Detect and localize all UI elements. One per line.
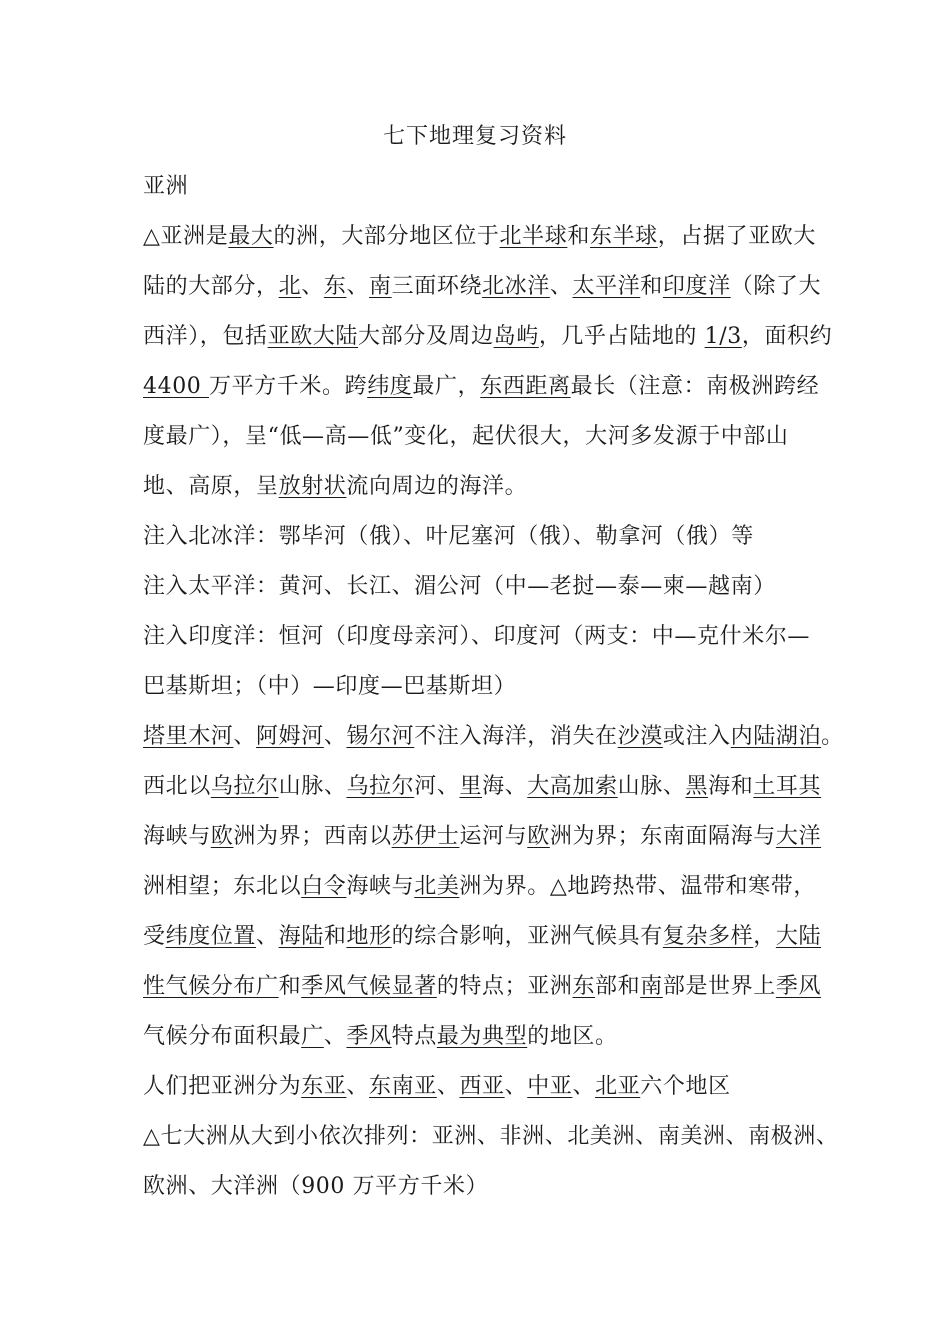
text-segment: 、 — [572, 1074, 596, 1099]
underlined-term: 复杂多样 — [662, 924, 754, 949]
text-line — [143, 422, 823, 452]
text-segment: 度最广），呈“低—高—低”变化，起伏很大，大河多发源于中部山 — [143, 424, 789, 449]
underlined-term: 东西距离 — [480, 374, 571, 399]
text-segment: 、 — [549, 274, 573, 299]
text-line — [143, 672, 823, 702]
text-segment: 山脉、 — [617, 774, 686, 799]
text-segment: ，占据了亚欧大 — [657, 224, 816, 249]
underlined-term: 大洋 — [775, 824, 822, 849]
underlined-term: 东半球 — [589, 224, 658, 249]
underlined-term: 4400 — [143, 374, 209, 399]
text-segment: 山脉、 — [278, 774, 347, 799]
text-segment: 西北以 — [143, 774, 211, 799]
underlined-term: 南 — [369, 274, 392, 299]
text-segment: 六个地区 — [640, 1074, 731, 1099]
text-segment: 的综合影响，亚洲气候具有 — [391, 924, 663, 949]
text-segment: 海和 — [708, 774, 754, 799]
text-line — [143, 722, 844, 752]
text-segment: 、 — [301, 274, 324, 299]
text-line — [143, 572, 823, 602]
underlined-term: 西亚 — [459, 1074, 505, 1099]
text-segment: 的地区。 — [527, 1024, 618, 1049]
text-segment: ， — [753, 924, 776, 949]
text-segment: 和 — [567, 224, 590, 249]
underlined-term: 塔里木河 — [143, 724, 234, 749]
underlined-term: 东南亚 — [369, 1074, 437, 1099]
text-segment: 地、高原，呈 — [143, 474, 279, 499]
text-segment: 人们把亚洲分为 — [143, 1074, 302, 1099]
text-line — [143, 272, 823, 302]
underlined-term: 苏伊士 — [391, 824, 460, 849]
underlined-term: 广 — [301, 1024, 324, 1049]
text-segment: 或注入 — [662, 724, 731, 749]
underlined-term: 里 — [459, 774, 483, 799]
text-segment: 海峡与 — [346, 874, 415, 899]
underlined-term: 白令 — [301, 874, 347, 899]
underlined-term: 印度洋 — [662, 274, 731, 299]
underlined-term: 最为典型 — [436, 1024, 528, 1049]
text-segment: 巴基斯坦；（中）—印度—巴基斯坦） — [143, 674, 517, 699]
underlined-term: 东 — [323, 274, 347, 299]
text-segment: 陆的大部分， — [143, 274, 279, 299]
underlined-term: 北美 — [414, 874, 460, 899]
text-segment: 大部分及周边 — [358, 324, 494, 349]
text-segment: △亚洲是 — [143, 224, 229, 249]
underlined-term: 沙漠 — [617, 724, 663, 749]
text-segment: 、 — [346, 1074, 370, 1099]
text-segment: 海峡与 — [143, 824, 211, 849]
text-segment: 和 — [640, 274, 663, 299]
underlined-term: 中亚 — [527, 1074, 573, 1099]
text-line — [143, 172, 823, 202]
text-line — [143, 1072, 823, 1102]
text-segment: 流向周边的海洋。 — [346, 474, 528, 499]
text-segment: 、 — [346, 274, 370, 299]
underlined-term: 亚欧大陆 — [267, 324, 359, 349]
text-segment: 特点 — [391, 1024, 437, 1049]
text-line — [143, 772, 823, 802]
text-segment: 。 — [821, 724, 844, 749]
text-segment: 西洋），包括 — [143, 324, 268, 349]
text-segment: 万平方千米。跨 — [208, 374, 368, 399]
text-segment: 和 — [278, 974, 302, 999]
text-segment: 气候分布面积最 — [143, 1024, 302, 1049]
underlined-term: 最大 — [228, 224, 274, 249]
underlined-term: 大高加索 — [527, 774, 618, 799]
text-segment: （除了大 — [730, 274, 822, 299]
text-segment: 亚洲 — [143, 174, 189, 199]
underlined-term: 大陆 — [775, 924, 822, 949]
underlined-term: 欧 — [210, 824, 234, 849]
underlined-term: 土耳其 — [753, 774, 822, 799]
text-segment: 洲为界；西南以 — [233, 824, 392, 849]
text-segment: ，面积约 — [741, 324, 833, 349]
underlined-term: 北半球 — [499, 224, 568, 249]
text-segment: 最长（注意：南极洲跨经 — [570, 374, 820, 399]
text-line — [143, 872, 823, 902]
underlined-term: 季风 — [775, 974, 822, 999]
text-segment: 部和 — [595, 974, 641, 999]
text-segment: 部是世界上 — [662, 974, 776, 999]
text-segment: 洲为界；东南面隔海与 — [549, 824, 776, 849]
underlined-term: 北冰洋 — [482, 274, 550, 299]
text-segment: 河、 — [414, 774, 460, 799]
text-segment: 注入太平洋：黄河、长江、湄公河（中—老挝—泰—柬—越南） — [143, 574, 776, 599]
underlined-term: 锡尔河 — [346, 724, 415, 749]
text-line — [143, 622, 823, 652]
underlined-term: 季风气候显著 — [301, 974, 437, 999]
underlined-term: 北 — [278, 274, 302, 299]
text-segment: 三面环绕 — [391, 274, 483, 299]
text-segment: 的洲，大部分地区位于 — [273, 224, 500, 249]
underlined-term: 东亚 — [301, 1074, 347, 1099]
text-segment: 、 — [504, 1074, 528, 1099]
underlined-term: 地形 — [346, 924, 392, 949]
text-line — [143, 522, 823, 552]
text-segment: 和 — [323, 924, 347, 949]
underlined-term: 性气候分布广 — [143, 974, 279, 999]
text-segment: 的特点；亚洲 — [436, 974, 573, 999]
text-segment: 洲为界。△地跨热带、温带和寒带， — [459, 874, 816, 899]
text-segment: 、 — [256, 924, 279, 949]
text-line — [143, 372, 823, 402]
underlined-term: 季风 — [346, 1024, 392, 1049]
text-segment: △七大洲从大到小依次排列：亚洲、非洲、北美洲、南美洲、南极洲、 — [143, 1124, 839, 1149]
text-segment: 最广， — [412, 374, 481, 399]
underlined-term: 太平洋 — [572, 274, 641, 299]
text-line — [143, 972, 823, 1002]
text-segment: 、 — [233, 724, 257, 749]
underlined-term: 乌拉尔 — [210, 774, 279, 799]
underlined-term: 南 — [640, 974, 663, 999]
underlined-term: 欧 — [527, 824, 550, 849]
document-title: 七下地理复习资料 — [382, 124, 567, 149]
text-segment: ，几乎占陆地的 — [538, 324, 705, 349]
text-line — [143, 222, 823, 252]
text-line — [143, 472, 823, 502]
text-segment: 注入北冰洋：鄂毕河（俄）、叶尼塞河（俄）、勒拿河（俄）等 — [143, 524, 754, 549]
text-segment: 注入印度洋：恒河（印度母亲河）、印度河（两支：中—克什米尔— — [143, 624, 811, 649]
underlined-term: 黑 — [685, 774, 709, 799]
text-segment: 海、 — [482, 774, 528, 799]
underlined-term: 北亚 — [595, 1074, 641, 1099]
text-segment: 不注入海洋，消失在 — [414, 724, 618, 749]
underlined-term: 海陆 — [278, 924, 324, 949]
text-line — [143, 1022, 823, 1052]
underlined-term: 1/3 — [704, 324, 742, 349]
text-line — [143, 1122, 839, 1152]
text-line — [143, 322, 833, 352]
underlined-term: 岛屿 — [493, 324, 539, 349]
underlined-term: 纬度 — [367, 374, 413, 399]
text-segment: 、 — [323, 724, 347, 749]
underlined-term: 东 — [572, 974, 596, 999]
text-segment: 洲相望；东北以 — [143, 874, 302, 899]
text-segment: 、 — [323, 1024, 347, 1049]
underlined-term: 放射状 — [278, 474, 347, 499]
text-line — [143, 1172, 823, 1202]
text-segment: 运河与 — [459, 824, 528, 849]
underlined-term: 阿姆河 — [256, 724, 324, 749]
text-line — [143, 922, 823, 952]
underlined-term: 乌拉尔 — [346, 774, 415, 799]
text-line — [143, 822, 823, 852]
text-segment: 欧洲、大洋洲（900 万平方千米） — [143, 1174, 489, 1199]
underlined-term: 纬度位置 — [165, 924, 257, 949]
text-segment: 受 — [143, 924, 166, 949]
underlined-term: 内陆湖泊 — [730, 724, 822, 749]
text-segment: 、 — [436, 1074, 460, 1099]
